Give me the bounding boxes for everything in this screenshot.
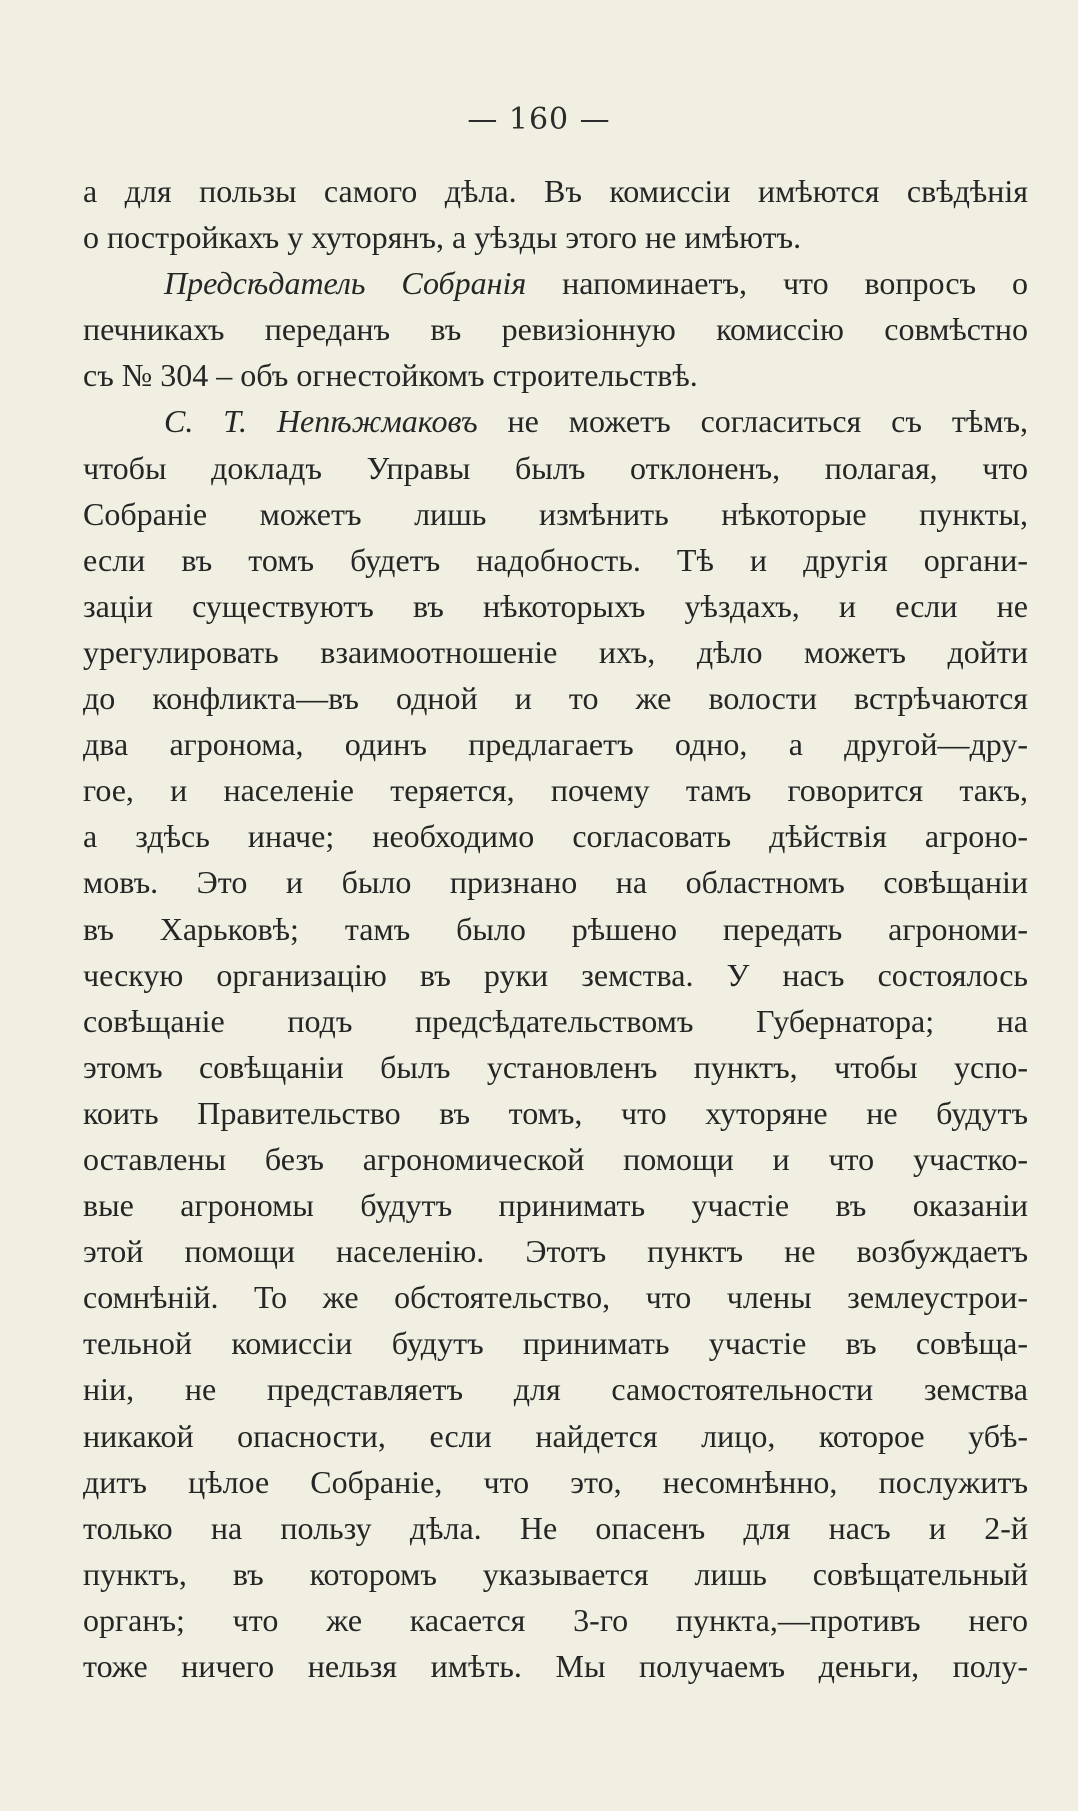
line-text: никакой опасности, если найдется лицо, которое убѣ- [83, 1417, 1028, 1454]
line-text: сомнѣній. То же обстоятельство, что члены землеустрои- [83, 1279, 1028, 1316]
line-text: не можетъ согласиться съ тѣмъ, [477, 403, 1028, 440]
line-text: о постройкахъ у хуторянъ, а уѣзды этого не имѣютъ. [83, 219, 802, 256]
text-line [83, 352, 1028, 398]
line-text: ческую организацію въ руки земства. У насъ состоялось [83, 956, 1028, 993]
text-line [83, 1044, 1028, 1090]
line-text: дитъ цѣлое Собраніе, что это, несомнѣнно, послужитъ [83, 1463, 1028, 1500]
line-text: органъ; что же касается 3-го пункта,—противъ него [83, 1601, 1028, 1638]
line-text: гое, и населеніе теряется, почему тамъ говорится такъ, [83, 772, 1028, 809]
line-text: тоже ничего нельзя имѣть. Мы получаемъ деньги, полу- [83, 1648, 1028, 1684]
line-text: совѣщаніе подъ предсѣдательствомъ Губернатора; на [83, 1002, 1028, 1039]
line-text: въ Харьковѣ; тамъ было рѣшено передать агрономи- [83, 910, 1028, 947]
line-text: этомъ совѣщаніи былъ установленъ пунктъ, чтобы успо- [83, 1048, 1028, 1085]
text-line [83, 629, 1028, 675]
line-text: коить Правительство въ томъ, что хуторяне не будутъ [83, 1094, 1028, 1131]
text-line [83, 767, 1028, 813]
line-text: а здѣсь иначе; необходимо согласовать дѣйствія агроно- [83, 818, 1028, 855]
text-line [83, 1413, 1028, 1459]
body-text [83, 168, 1028, 1689]
line-text: оставлены безъ агрономической помощи и что участко- [83, 1140, 1028, 1177]
text-line [83, 859, 1028, 905]
text-line [83, 952, 1028, 998]
text-line [83, 1182, 1028, 1228]
text-line [83, 1643, 1028, 1689]
text-line [83, 537, 1028, 583]
speaker-name: Предсѣдатель Собранія [164, 265, 527, 302]
line-text: мовъ. Это и было признано на областномъ совѣщаніи [83, 864, 1028, 901]
text-line [83, 398, 1028, 444]
text-line [83, 1090, 1028, 1136]
text-line [83, 721, 1028, 767]
text-line [83, 1366, 1028, 1412]
line-text: заціи существуютъ въ нѣкоторыхъ уѣздахъ, и если не [83, 587, 1028, 624]
line-text: тельной комиссіи будутъ принимать участіе въ совѣща- [83, 1325, 1028, 1362]
text-line [83, 1505, 1028, 1551]
text-line [83, 1597, 1028, 1643]
line-text: ніи, не представляетъ для самостоятельности земства [83, 1371, 1028, 1408]
text-line [83, 1320, 1028, 1366]
text-line [83, 1228, 1028, 1274]
line-text: два агронома, одинъ предлагаетъ одно, а другой—дру- [83, 726, 1028, 763]
speaker-name: С. Т. Непѣжмаковъ [164, 403, 478, 440]
text-line [83, 1459, 1028, 1505]
line-text: если въ томъ будетъ надобность. Тѣ и другія органи- [83, 541, 1028, 578]
text-line [83, 1551, 1028, 1597]
line-text: напоминаетъ, что вопросъ о [526, 265, 1028, 302]
line-text: только на пользу дѣла. Не опасенъ для насъ и 2-й [83, 1509, 1028, 1546]
line-text: урегулировать взаимоотношеніе ихъ, дѣло можетъ дойти [83, 633, 1028, 670]
line-text: пунктъ, въ которомъ указывается лишь совѣщательный [83, 1555, 1028, 1592]
text-line [83, 1274, 1028, 1320]
text-line [83, 813, 1028, 859]
page-number: — 160 — [467, 102, 611, 137]
line-text: съ № 304 – объ огнестойкомъ строительствѣ. [83, 357, 698, 394]
text-line [83, 214, 1028, 260]
line-text: печникахъ переданъ въ ревизіонную комиссію совмѣстно [83, 311, 1028, 348]
text-line [83, 1136, 1028, 1182]
text-line [83, 445, 1028, 491]
line-text: Собраніе можетъ лишь измѣнить нѣкоторые пункты, [83, 495, 1028, 532]
line-text: чтобы докладъ Управы былъ отклоненъ, полагая, что [83, 449, 1028, 486]
text-line [83, 583, 1028, 629]
text-line [83, 491, 1028, 537]
text-line [83, 675, 1028, 721]
text-line [83, 306, 1028, 352]
line-text: до конфликта—въ одной и то же волости встрѣчаются [83, 680, 1028, 717]
line-text: а для пользы самого дѣла. Въ комиссіи имѣются свѣдѣнія [83, 173, 1028, 209]
line-text: этой помощи населенію. Этотъ пунктъ не возбуждаетъ [83, 1233, 1028, 1270]
text-line [83, 906, 1028, 952]
text-line [83, 998, 1028, 1044]
text-line [83, 260, 1028, 306]
line-text: вые агрономы будутъ принимать участіе въ оказаніи [83, 1187, 1028, 1224]
text-line [83, 168, 1028, 214]
